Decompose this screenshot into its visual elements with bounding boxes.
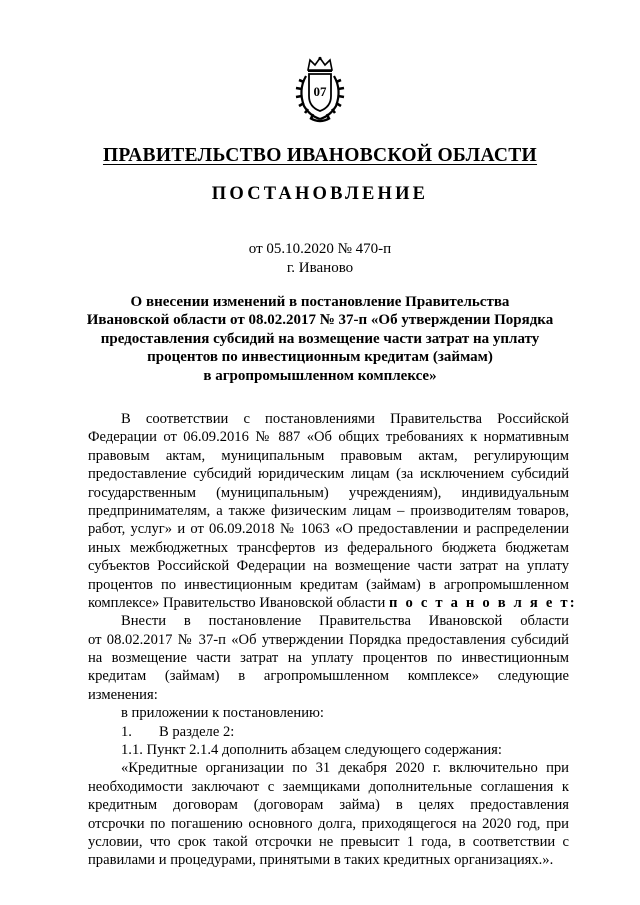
decree-colon: : [569,594,575,611]
organization-name: ПРАВИТЕЛЬСТВО ИВАНОВСКОЙ ОБЛАСТИ [102,145,538,166]
body-line: изменения: [88,686,158,703]
body-line: кредитам (займам) в агропромышленном комплексе» следующие [88,668,569,685]
body-line: от 08.02.2017 № 37-п «Об утверждении Порядка предоставления субсидий [88,631,569,648]
document-date-number: от 05.10.2020 № 470-п [248,241,392,257]
body-line: отсрочки по погашению основного долга, приходящегося на 2020 год, при [88,815,569,832]
title-line: предоставления субсидий на возмещение части затрат на уплату [100,330,540,347]
body-line: Федерации от 06.09.2016 № 887 «Об общих требованиях к нормативным [88,429,569,446]
document-body [88,410,575,870]
body-line: 1.1. Пункт 2.1.4 дополнить абзацем следующего содержания: [121,742,502,759]
emblem-number: 07 [313,84,327,99]
body-line: «Кредитные организации по 31 декабря 2020 г. включительно при [121,760,569,777]
body-line: предпринимателям, а также физическим лицам – производителям товаров, [88,502,569,519]
title-line: О внесении изменений в постановление Правительства [130,294,510,310]
body-line: процентов по инвестиционным кредитам (займам) в агропромышленном [88,576,569,593]
body-line: условии, что срок такой отсрочки не превысит 1 года, в соответствии с [88,833,569,850]
title-line: в агропромышленном комплексе» [203,367,437,384]
body-line: правилами и процедурами, принятыми в таких кредитных организациях.». [88,852,554,869]
body-line: предоставление субсидий юридическим лицам (за исключением субсидий [88,466,569,483]
document-type: ПОСТАНОВЛЕНИЕ [211,184,429,204]
item-text: В разделе 2: [159,723,235,740]
body-line: правовым актам, муниципальным правовым актам, регулирующим [88,447,569,464]
quoted-text [88,759,569,869]
body-line: государственным (муниципальным) учреждениям), индивидуальным [88,484,569,501]
list-item [88,723,569,741]
body-line: иных межбюджетных трансфертов из федерального бюджета бюджетам [88,539,569,556]
body-line: необходимости заключают с заемщиками дополнительные соглашения к [88,778,569,795]
body-text: комплексе» Правительство Ивановской области [88,594,390,611]
coat-of-arms-icon [292,56,348,126]
body-line: кредитным договорам (договорам займа) в целях предоставления [88,797,569,814]
paragraph-preamble [88,410,575,612]
body-line: на возмещение части затрат на уплату процентов по инвестиционным [88,650,569,667]
title-line: Ивановской области от 08.02.2017 № 37-п «Об утверждении Порядка [86,312,554,329]
title-line: процентов по инвестиционным кредитам (займам) [147,349,493,366]
body-line: в приложении к постановлению: [121,705,324,722]
body-line: работ, услуг» и от 06.09.2018 № 1063 «О предоставлении и распределении [88,521,569,538]
decree-word: п о с т а н о в л я е т [389,594,570,611]
document-title [60,293,580,385]
body-line: Внести в постановление Правительства Ивановской области [121,613,569,630]
item-number: 1. [121,723,132,740]
date-block [0,240,640,278]
body-line-decree [88,594,575,612]
paragraph-amend [88,612,569,704]
body-line: В соответствии с постановлениями Правительства Российской [121,411,569,427]
document-city: г. Иваново [286,260,354,276]
body-line: субъектов Российской Федерации на возмещение части затрат на уплату [88,558,569,575]
